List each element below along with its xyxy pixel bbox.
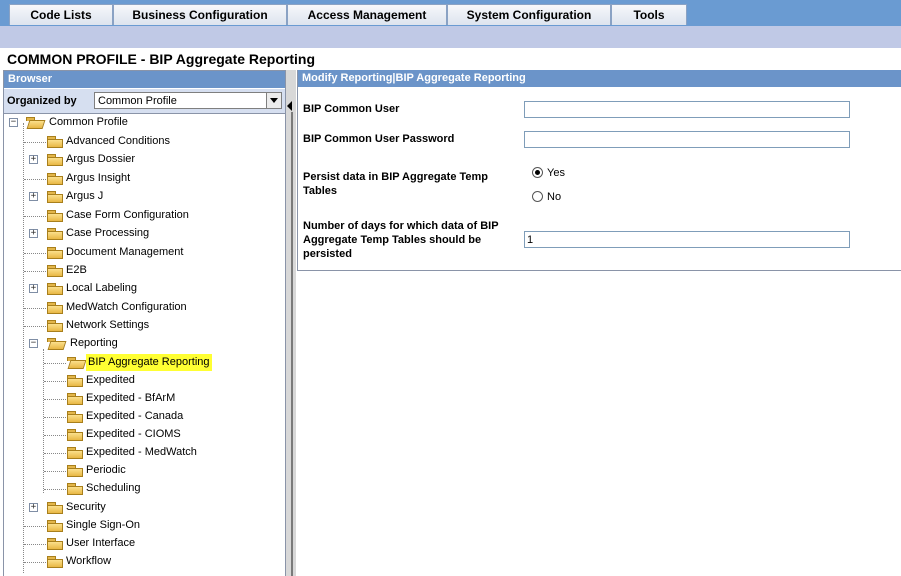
folder-icon	[67, 375, 84, 387]
tree-connector-line	[44, 489, 66, 490]
tree-node-label: BIP Aggregate Reporting	[86, 354, 212, 371]
tree-node-advanced-conditions[interactable]	[4, 133, 285, 150]
tree-node-label: Argus J	[66, 190, 104, 202]
tree-node-label: Case Processing	[66, 227, 150, 239]
tree-connector-line	[44, 381, 66, 382]
tree-node-e2b[interactable]	[4, 262, 285, 279]
tree-node-reporting[interactable]	[4, 335, 285, 352]
tree-node-label: Expedited - MedWatch	[86, 446, 197, 458]
tree-node-bip-aggregate-reporting[interactable]	[4, 354, 285, 371]
tree-node-label: Periodic	[86, 464, 126, 476]
folder-icon	[47, 320, 64, 332]
organized-by-select[interactable]	[94, 92, 282, 109]
folder-icon	[47, 210, 64, 222]
tree-node-case-form-configuration[interactable]	[4, 207, 285, 224]
expand-icon[interactable]: +	[30, 154, 37, 164]
tree-node-label: Argus Insight	[66, 172, 131, 184]
profile-tree	[4, 114, 285, 574]
tree-connector-line	[24, 216, 46, 217]
tree-node-label: Expedited	[86, 374, 135, 386]
common-user-label: BIP Common User	[303, 103, 400, 115]
tree-node-document-management[interactable]	[4, 244, 285, 261]
folder-icon	[47, 191, 64, 203]
expand-icon[interactable]: +	[30, 283, 37, 293]
tree-node-label: Argus Dossier	[66, 153, 136, 165]
tree-node-expedited[interactable]	[4, 372, 285, 389]
tree-node-label: Workflow	[66, 555, 112, 567]
content-header: Modify Reporting|BIP Aggregate Reporting	[298, 70, 901, 87]
expand-icon[interactable]: +	[30, 228, 37, 238]
tree-node-label: Single Sign-On	[66, 519, 140, 531]
panel-splitter[interactable]	[286, 70, 296, 576]
tree-node-label: User Interface	[66, 537, 136, 549]
tree-connector-line	[44, 435, 66, 436]
tree-node-expedited-cioms[interactable]	[4, 426, 285, 443]
tree-node-label: Network Settings	[66, 319, 150, 331]
folder-icon	[47, 154, 64, 166]
password-label: BIP Common User Password	[303, 133, 455, 145]
tree-connector-line	[24, 526, 46, 527]
organized-by-row	[4, 89, 285, 114]
sub-menu-bar	[0, 26, 901, 48]
tree-connector-line	[24, 253, 46, 254]
folder-open-icon	[26, 117, 43, 129]
menu-system-configuration[interactable]: System Configuration	[447, 4, 611, 25]
tree-node-common-profile[interactable]	[4, 114, 285, 131]
folder-icon	[67, 465, 84, 477]
folder-icon	[47, 556, 64, 568]
menu-code-lists[interactable]: Code Lists	[9, 4, 113, 25]
folder-open-icon	[47, 338, 64, 350]
tree-node-expedited-bfarm[interactable]	[4, 390, 285, 407]
folder-icon	[47, 520, 64, 532]
tree-connector-line	[24, 142, 46, 143]
content-panel	[297, 70, 901, 271]
common-user-input[interactable]	[524, 101, 850, 118]
tree-node-argus-dossier[interactable]	[4, 151, 285, 168]
persist-no-label: No	[547, 191, 562, 203]
menu-access-management[interactable]: Access Management	[287, 4, 447, 25]
tree-node-expedited-medwatch[interactable]	[4, 444, 285, 461]
folder-icon	[67, 447, 84, 459]
expand-icon[interactable]: +	[30, 502, 37, 512]
menu-tools[interactable]: Tools	[611, 4, 687, 25]
tree-node-label: Advanced Conditions	[66, 135, 170, 147]
persist-yes-radio[interactable]	[532, 167, 543, 178]
persist-label: Persist data in BIP Aggregate Temp Tables	[303, 171, 489, 197]
tree-node-label: Local Labeling	[66, 282, 137, 294]
tree-node-label: Common Profile	[49, 116, 128, 128]
tree-node-network-settings[interactable]	[4, 317, 285, 334]
tree-node-label: Case Form Configuration	[66, 209, 189, 221]
page-title: COMMON PROFILE - BIP Aggregate Reporting	[7, 51, 316, 67]
folder-icon	[47, 228, 64, 240]
folder-icon	[47, 502, 64, 514]
tree-node-periodic[interactable]	[4, 462, 285, 479]
tree-node-workflow[interactable]	[4, 553, 285, 570]
tree-node-label: Expedited - CIOMS	[86, 428, 181, 440]
tree-node-label: Scheduling	[86, 482, 141, 494]
folder-icon	[67, 429, 84, 441]
tree-node-case-processing[interactable]	[4, 225, 285, 242]
tree-connector-line	[24, 271, 46, 272]
folder-icon	[47, 538, 64, 550]
folder-icon	[47, 265, 64, 277]
days-label: Number of days for which data of BIP Aggregate Temp Tables should be persisted	[303, 220, 499, 260]
tree-connector-line	[24, 544, 46, 545]
tree-connector-line	[24, 179, 46, 180]
tree-connector-line	[44, 399, 66, 400]
tree-node-security[interactable]	[4, 499, 285, 516]
tree-connector-line	[24, 308, 46, 309]
folder-icon	[47, 247, 64, 259]
tree-node-medwatch-configuration[interactable]	[4, 299, 285, 316]
collapse-arrow-icon[interactable]	[287, 101, 292, 111]
organized-by-label: Organized by	[7, 95, 77, 107]
tree-connector-line	[44, 453, 66, 454]
persist-yes-label: Yes	[547, 167, 565, 179]
expand-icon[interactable]: +	[30, 191, 37, 201]
collapse-icon[interactable]: −	[30, 338, 37, 348]
tree-node-local-labeling[interactable]	[4, 280, 285, 297]
tree-connector-line	[24, 326, 46, 327]
folder-icon	[47, 302, 64, 314]
folder-icon	[67, 411, 84, 423]
folder-icon	[67, 483, 84, 495]
tree-node-label: E2B	[66, 264, 87, 276]
tree-node-label: Reporting	[70, 337, 118, 349]
tree-node-label: Expedited - Canada	[86, 410, 184, 422]
browser-panel	[3, 70, 286, 576]
tree-node-label: Expedited - BfArM	[86, 392, 176, 404]
folder-icon	[47, 173, 64, 185]
persist-no-radio[interactable]	[532, 191, 543, 202]
menu-business-configuration[interactable]: Business Configuration	[113, 4, 287, 25]
tree-node-argus-insight[interactable]	[4, 170, 285, 187]
tree-node-single-sign-on[interactable]	[4, 517, 285, 534]
tree-node-label: MedWatch Configuration	[66, 301, 187, 313]
folder-icon	[67, 393, 84, 405]
folder-open-icon	[67, 357, 84, 369]
organized-by-value: Common Profile	[98, 95, 177, 107]
tree-node-label: Security	[66, 501, 106, 513]
folder-icon	[47, 283, 64, 295]
dropdown-arrow-icon[interactable]	[266, 93, 281, 108]
tree-connector-line	[44, 363, 66, 364]
tree-connector-line	[44, 417, 66, 418]
tree-connector-line	[24, 562, 46, 563]
tree-node-expedited-canada[interactable]	[4, 408, 285, 425]
collapse-icon[interactable]: −	[10, 117, 17, 127]
password-input[interactable]	[524, 131, 850, 148]
tree-node-user-interface[interactable]	[4, 535, 285, 552]
days-input[interactable]	[524, 231, 850, 248]
splitter-bar[interactable]	[291, 112, 293, 576]
tree-connector-line	[44, 471, 66, 472]
top-menu-bar	[0, 0, 901, 26]
browser-header: Browser	[4, 71, 285, 88]
folder-icon	[47, 136, 64, 148]
tree-node-argus-j[interactable]	[4, 188, 285, 205]
tree-node-scheduling[interactable]	[4, 480, 285, 497]
tree-node-label: Document Management	[66, 246, 184, 258]
